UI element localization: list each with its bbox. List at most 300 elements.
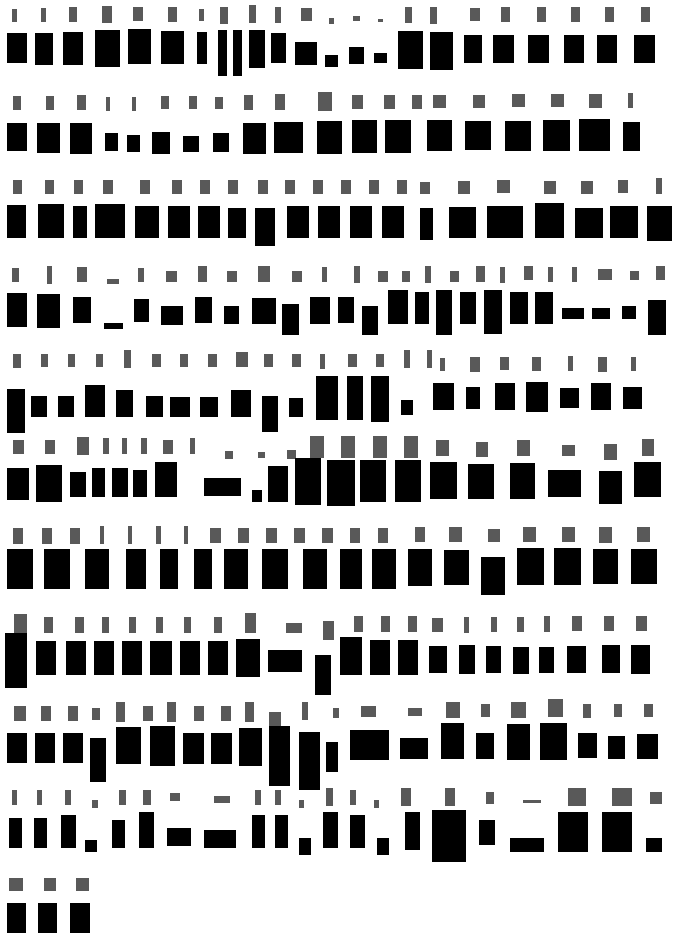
annotation-block: [215, 97, 223, 109]
text-block: [360, 460, 386, 502]
text-block: [161, 31, 184, 64]
annotation-block: [486, 792, 494, 804]
annotation-block: [103, 438, 109, 454]
text-block: [371, 376, 389, 422]
text-block: [350, 730, 389, 760]
annotation-block: [214, 617, 222, 633]
text-block: [63, 733, 83, 763]
annotation-block: [208, 354, 217, 367]
annotation-block: [470, 8, 480, 21]
text-block: [385, 120, 411, 153]
annotation-block: [13, 180, 22, 194]
annotation-block: [258, 266, 270, 282]
text-block: [647, 206, 672, 241]
annotation-block: [544, 616, 550, 632]
annotation-block: [156, 526, 161, 544]
text-block: [415, 292, 429, 324]
annotation-block: [445, 788, 455, 806]
text-block: [315, 655, 331, 695]
annotation-block: [275, 7, 281, 23]
text-block: [510, 292, 528, 324]
annotation-block: [501, 7, 510, 22]
text-block: [429, 646, 447, 673]
annotation-block: [75, 617, 84, 633]
text-block: [560, 388, 579, 408]
annotation-block: [352, 95, 363, 109]
annotation-block: [361, 706, 376, 717]
text-block: [218, 30, 227, 76]
text-block: [195, 297, 212, 323]
annotation-block: [481, 704, 490, 717]
text-block: [436, 290, 452, 335]
text-block: [239, 728, 262, 766]
text-block: [513, 647, 529, 674]
text-block: [168, 206, 190, 238]
annotation-block: [562, 527, 575, 542]
annotation-block: [511, 702, 526, 718]
annotation-block: [473, 95, 485, 108]
annotation-block: [378, 271, 388, 282]
text-block: [495, 383, 515, 410]
annotation-block: [381, 616, 390, 632]
text-block: [558, 812, 588, 852]
text-block: [70, 903, 90, 933]
text-block: [208, 641, 228, 675]
annotation-block: [266, 528, 277, 543]
annotation-block: [244, 95, 253, 110]
annotation-block: [238, 528, 249, 543]
text-block: [7, 205, 26, 238]
annotation-block: [374, 800, 379, 808]
text-block: [167, 828, 191, 846]
annotation-block: [190, 438, 195, 454]
annotation-block: [107, 279, 119, 284]
annotation-block: [106, 97, 110, 111]
annotation-block: [189, 96, 197, 109]
text-block: [460, 292, 476, 324]
text-block: [295, 42, 317, 65]
text-block: [350, 206, 372, 238]
text-block: [567, 646, 586, 673]
annotation-block: [225, 451, 233, 459]
annotation-block: [13, 354, 21, 368]
text-block: [535, 292, 553, 324]
text-block: [528, 35, 549, 63]
text-block: [73, 206, 87, 238]
text-block: [593, 549, 618, 584]
text-block: [155, 462, 177, 497]
annotation-block: [378, 528, 388, 543]
text-block: [231, 390, 251, 417]
annotation-block: [420, 182, 430, 194]
annotation-block: [548, 699, 563, 717]
text-block: [479, 820, 495, 845]
text-block: [610, 206, 638, 238]
annotation-block: [500, 267, 505, 283]
annotation-block: [548, 267, 553, 282]
annotation-block: [537, 7, 546, 22]
annotation-block: [524, 266, 533, 280]
text-block: [152, 132, 170, 154]
text-block: [466, 387, 480, 409]
annotation-block: [168, 7, 177, 22]
annotation-block: [401, 788, 411, 806]
annotation-block: [354, 266, 360, 283]
annotation-block: [249, 5, 256, 23]
text-block: [224, 306, 239, 324]
text-block: [637, 734, 658, 759]
text-block: [597, 35, 617, 63]
text-block: [299, 838, 311, 855]
text-block: [295, 458, 321, 505]
annotation-block: [598, 269, 612, 280]
annotation-block: [333, 708, 339, 718]
text-block: [623, 387, 642, 409]
text-block: [35, 733, 55, 763]
text-block: [347, 376, 363, 420]
annotation-block: [427, 350, 432, 368]
text-block: [400, 738, 428, 759]
annotation-block: [92, 800, 98, 808]
text-block: [150, 726, 175, 766]
annotation-block: [476, 442, 488, 457]
annotation-block: [128, 526, 132, 544]
annotation-block: [650, 792, 662, 804]
text-block: [459, 645, 475, 674]
text-block: [94, 641, 114, 675]
text-block: [35, 33, 53, 65]
text-block: [526, 382, 548, 412]
text-block: [198, 206, 220, 238]
annotation-block: [572, 267, 577, 282]
text-block: [282, 304, 299, 335]
text-block: [126, 549, 146, 589]
text-block: [575, 208, 603, 238]
annotation-block: [348, 354, 357, 367]
text-block: [484, 290, 502, 334]
text-block: [465, 121, 491, 150]
annotation-block: [172, 180, 182, 194]
text-block: [395, 460, 421, 502]
text-block: [262, 396, 278, 432]
annotation-block: [384, 95, 395, 109]
text-block: [317, 121, 342, 154]
annotation-block: [470, 357, 480, 372]
text-block: [427, 120, 452, 151]
annotation-block: [341, 436, 355, 458]
text-block: [493, 35, 514, 63]
text-block: [340, 549, 362, 589]
annotation-block: [161, 96, 169, 109]
annotation-block: [285, 180, 295, 194]
annotation-block: [329, 18, 334, 24]
text-block: [95, 204, 125, 238]
annotation-block: [656, 178, 662, 194]
text-block: [420, 208, 433, 240]
annotation-block: [446, 702, 460, 718]
text-block: [441, 723, 464, 759]
text-block: [564, 35, 584, 63]
text-block: [194, 549, 212, 589]
annotation-block: [124, 350, 131, 368]
annotation-block: [432, 618, 443, 632]
text-block: [73, 297, 91, 323]
annotation-block: [141, 438, 147, 454]
annotation-block: [170, 793, 180, 801]
annotation-block: [408, 616, 417, 632]
text-block: [252, 815, 265, 848]
annotation-block: [275, 790, 281, 805]
text-block: [349, 47, 364, 64]
text-block: [287, 206, 309, 238]
annotation-block: [255, 790, 261, 805]
annotation-block: [46, 96, 54, 110]
text-block: [183, 733, 204, 764]
text-block: [562, 308, 584, 319]
text-block: [274, 122, 303, 153]
text-block: [116, 390, 133, 417]
text-block: [432, 810, 466, 862]
annotation-block: [77, 437, 89, 455]
annotation-block: [378, 19, 383, 22]
text-block: [602, 812, 632, 852]
text-block: [487, 206, 523, 238]
annotation-block: [245, 702, 254, 722]
text-block: [631, 645, 650, 674]
annotation-block: [562, 445, 575, 456]
text-block: [592, 308, 610, 319]
annotation-block: [122, 438, 127, 454]
text-block: [505, 121, 531, 151]
text-block: [66, 641, 86, 675]
annotation-block: [404, 436, 418, 458]
text-block: [591, 383, 611, 410]
annotation-block: [163, 440, 173, 454]
annotation-block: [322, 267, 327, 282]
annotation-block: [523, 800, 541, 803]
text-block: [7, 293, 27, 327]
text-block: [180, 641, 200, 675]
text-block: [112, 820, 125, 848]
annotation-block: [41, 354, 48, 367]
text-block: [85, 840, 97, 852]
annotation-block: [214, 796, 230, 803]
annotation-block: [69, 7, 77, 22]
text-block: [579, 119, 610, 151]
annotation-block: [14, 614, 27, 634]
annotation-block: [641, 7, 650, 22]
annotation-block: [116, 702, 125, 722]
annotation-block: [568, 356, 573, 371]
annotation-block: [491, 617, 497, 632]
text-block: [430, 32, 453, 70]
annotation-block: [140, 180, 150, 194]
text-block: [7, 33, 27, 63]
annotation-block: [425, 266, 431, 283]
text-block: [7, 389, 25, 433]
text-block: [44, 549, 70, 589]
text-block: [548, 470, 581, 497]
annotation-block: [488, 529, 500, 542]
text-block: [340, 637, 362, 675]
text-block: [7, 468, 29, 500]
text-block: [92, 468, 105, 497]
text-block: [303, 549, 327, 589]
annotation-block: [310, 436, 324, 458]
text-block: [398, 640, 418, 675]
annotation-block: [322, 528, 333, 543]
text-block: [197, 32, 207, 64]
annotation-block: [354, 616, 363, 632]
text-block: [310, 297, 330, 324]
annotation-block: [318, 92, 332, 111]
annotation-block: [397, 180, 407, 194]
annotation-block: [143, 790, 151, 805]
annotation-block: [210, 528, 221, 543]
text-block: [236, 639, 260, 677]
text-block: [268, 466, 288, 502]
annotation-block: [464, 617, 469, 633]
annotation-block: [598, 357, 607, 372]
text-block: [116, 727, 141, 764]
annotation-block: [194, 706, 204, 721]
text-block: [372, 549, 396, 589]
annotation-block: [77, 95, 86, 110]
text-block: [299, 732, 320, 790]
annotation-block: [614, 704, 622, 717]
text-block: [476, 733, 494, 759]
annotation-block: [70, 528, 80, 544]
text-block: [275, 815, 288, 848]
text-block: [269, 726, 290, 786]
text-block: [388, 290, 408, 324]
text-block: [510, 838, 544, 852]
annotation-block: [103, 180, 113, 194]
annotation-block: [415, 527, 425, 542]
annotation-block: [167, 702, 176, 722]
text-block: [602, 645, 620, 673]
text-block: [449, 207, 476, 238]
text-block: [623, 122, 640, 151]
annotation-block: [45, 440, 55, 454]
text-block: [133, 470, 147, 497]
annotation-block: [180, 354, 188, 367]
annotation-block: [568, 788, 586, 806]
text-block: [183, 136, 199, 152]
annotation-block: [199, 9, 204, 21]
text-block: [507, 724, 530, 760]
annotation-block: [497, 180, 510, 193]
annotation-block: [100, 526, 104, 544]
text-block: [70, 472, 86, 497]
text-block: [535, 203, 564, 238]
text-block: [382, 206, 404, 238]
annotation-block: [68, 706, 78, 721]
annotation-block: [133, 7, 143, 21]
text-block: [634, 35, 655, 63]
annotation-block: [13, 528, 23, 544]
annotation-block: [433, 95, 446, 108]
text-block: [5, 633, 27, 688]
text-block: [323, 812, 338, 848]
annotation-block: [320, 354, 325, 369]
text-block: [7, 123, 27, 151]
annotation-block: [132, 97, 136, 111]
annotation-block: [220, 7, 228, 24]
text-block: [61, 815, 76, 848]
annotation-block: [264, 354, 273, 367]
annotation-block: [618, 180, 628, 193]
annotation-block: [236, 352, 248, 367]
text-block: [377, 838, 389, 855]
text-block: [7, 903, 26, 933]
text-block: [539, 647, 554, 673]
annotation-block: [630, 271, 639, 280]
text-block: [213, 133, 229, 152]
text-block: [648, 300, 666, 335]
annotation-block: [350, 790, 356, 805]
annotation-block: [636, 616, 647, 631]
text-block: [517, 548, 544, 585]
annotation-block: [44, 878, 56, 891]
annotation-block: [512, 94, 525, 107]
annotation-block: [12, 790, 17, 805]
text-block: [161, 306, 183, 325]
annotation-block: [13, 440, 24, 454]
annotation-block: [353, 16, 360, 21]
annotation-block: [571, 7, 580, 22]
annotation-block: [44, 617, 53, 633]
text-block: [122, 641, 142, 675]
annotation-block: [644, 704, 653, 717]
text-block: [38, 204, 64, 238]
annotation-block: [581, 181, 593, 194]
annotation-block: [402, 271, 410, 282]
annotation-block: [156, 617, 163, 633]
annotation-block: [301, 8, 312, 21]
text-block: [481, 557, 505, 595]
annotation-block: [294, 528, 305, 543]
text-block: [316, 376, 338, 420]
annotation-block: [313, 180, 323, 194]
text-block: [401, 400, 413, 415]
text-block: [104, 323, 123, 329]
text-block: [433, 383, 454, 410]
annotation-block: [572, 616, 582, 631]
text-block: [63, 32, 83, 65]
annotation-block: [631, 357, 636, 371]
annotation-block: [200, 180, 210, 194]
text-block: [128, 29, 151, 64]
text-block: [249, 30, 265, 68]
text-block: [160, 549, 178, 589]
annotation-block: [369, 180, 379, 194]
annotation-block: [450, 271, 459, 282]
annotation-block: [198, 266, 207, 282]
annotation-block: [45, 180, 54, 194]
text-block: [36, 465, 62, 502]
text-block: [211, 733, 232, 764]
annotation-block: [138, 268, 144, 282]
annotation-block: [9, 878, 23, 891]
text-block: [398, 31, 423, 69]
annotation-block: [551, 94, 564, 107]
text-block: [325, 55, 338, 67]
text-block: [540, 723, 567, 760]
text-block: [150, 641, 172, 675]
annotation-block: [102, 6, 112, 23]
text-block: [85, 549, 109, 589]
